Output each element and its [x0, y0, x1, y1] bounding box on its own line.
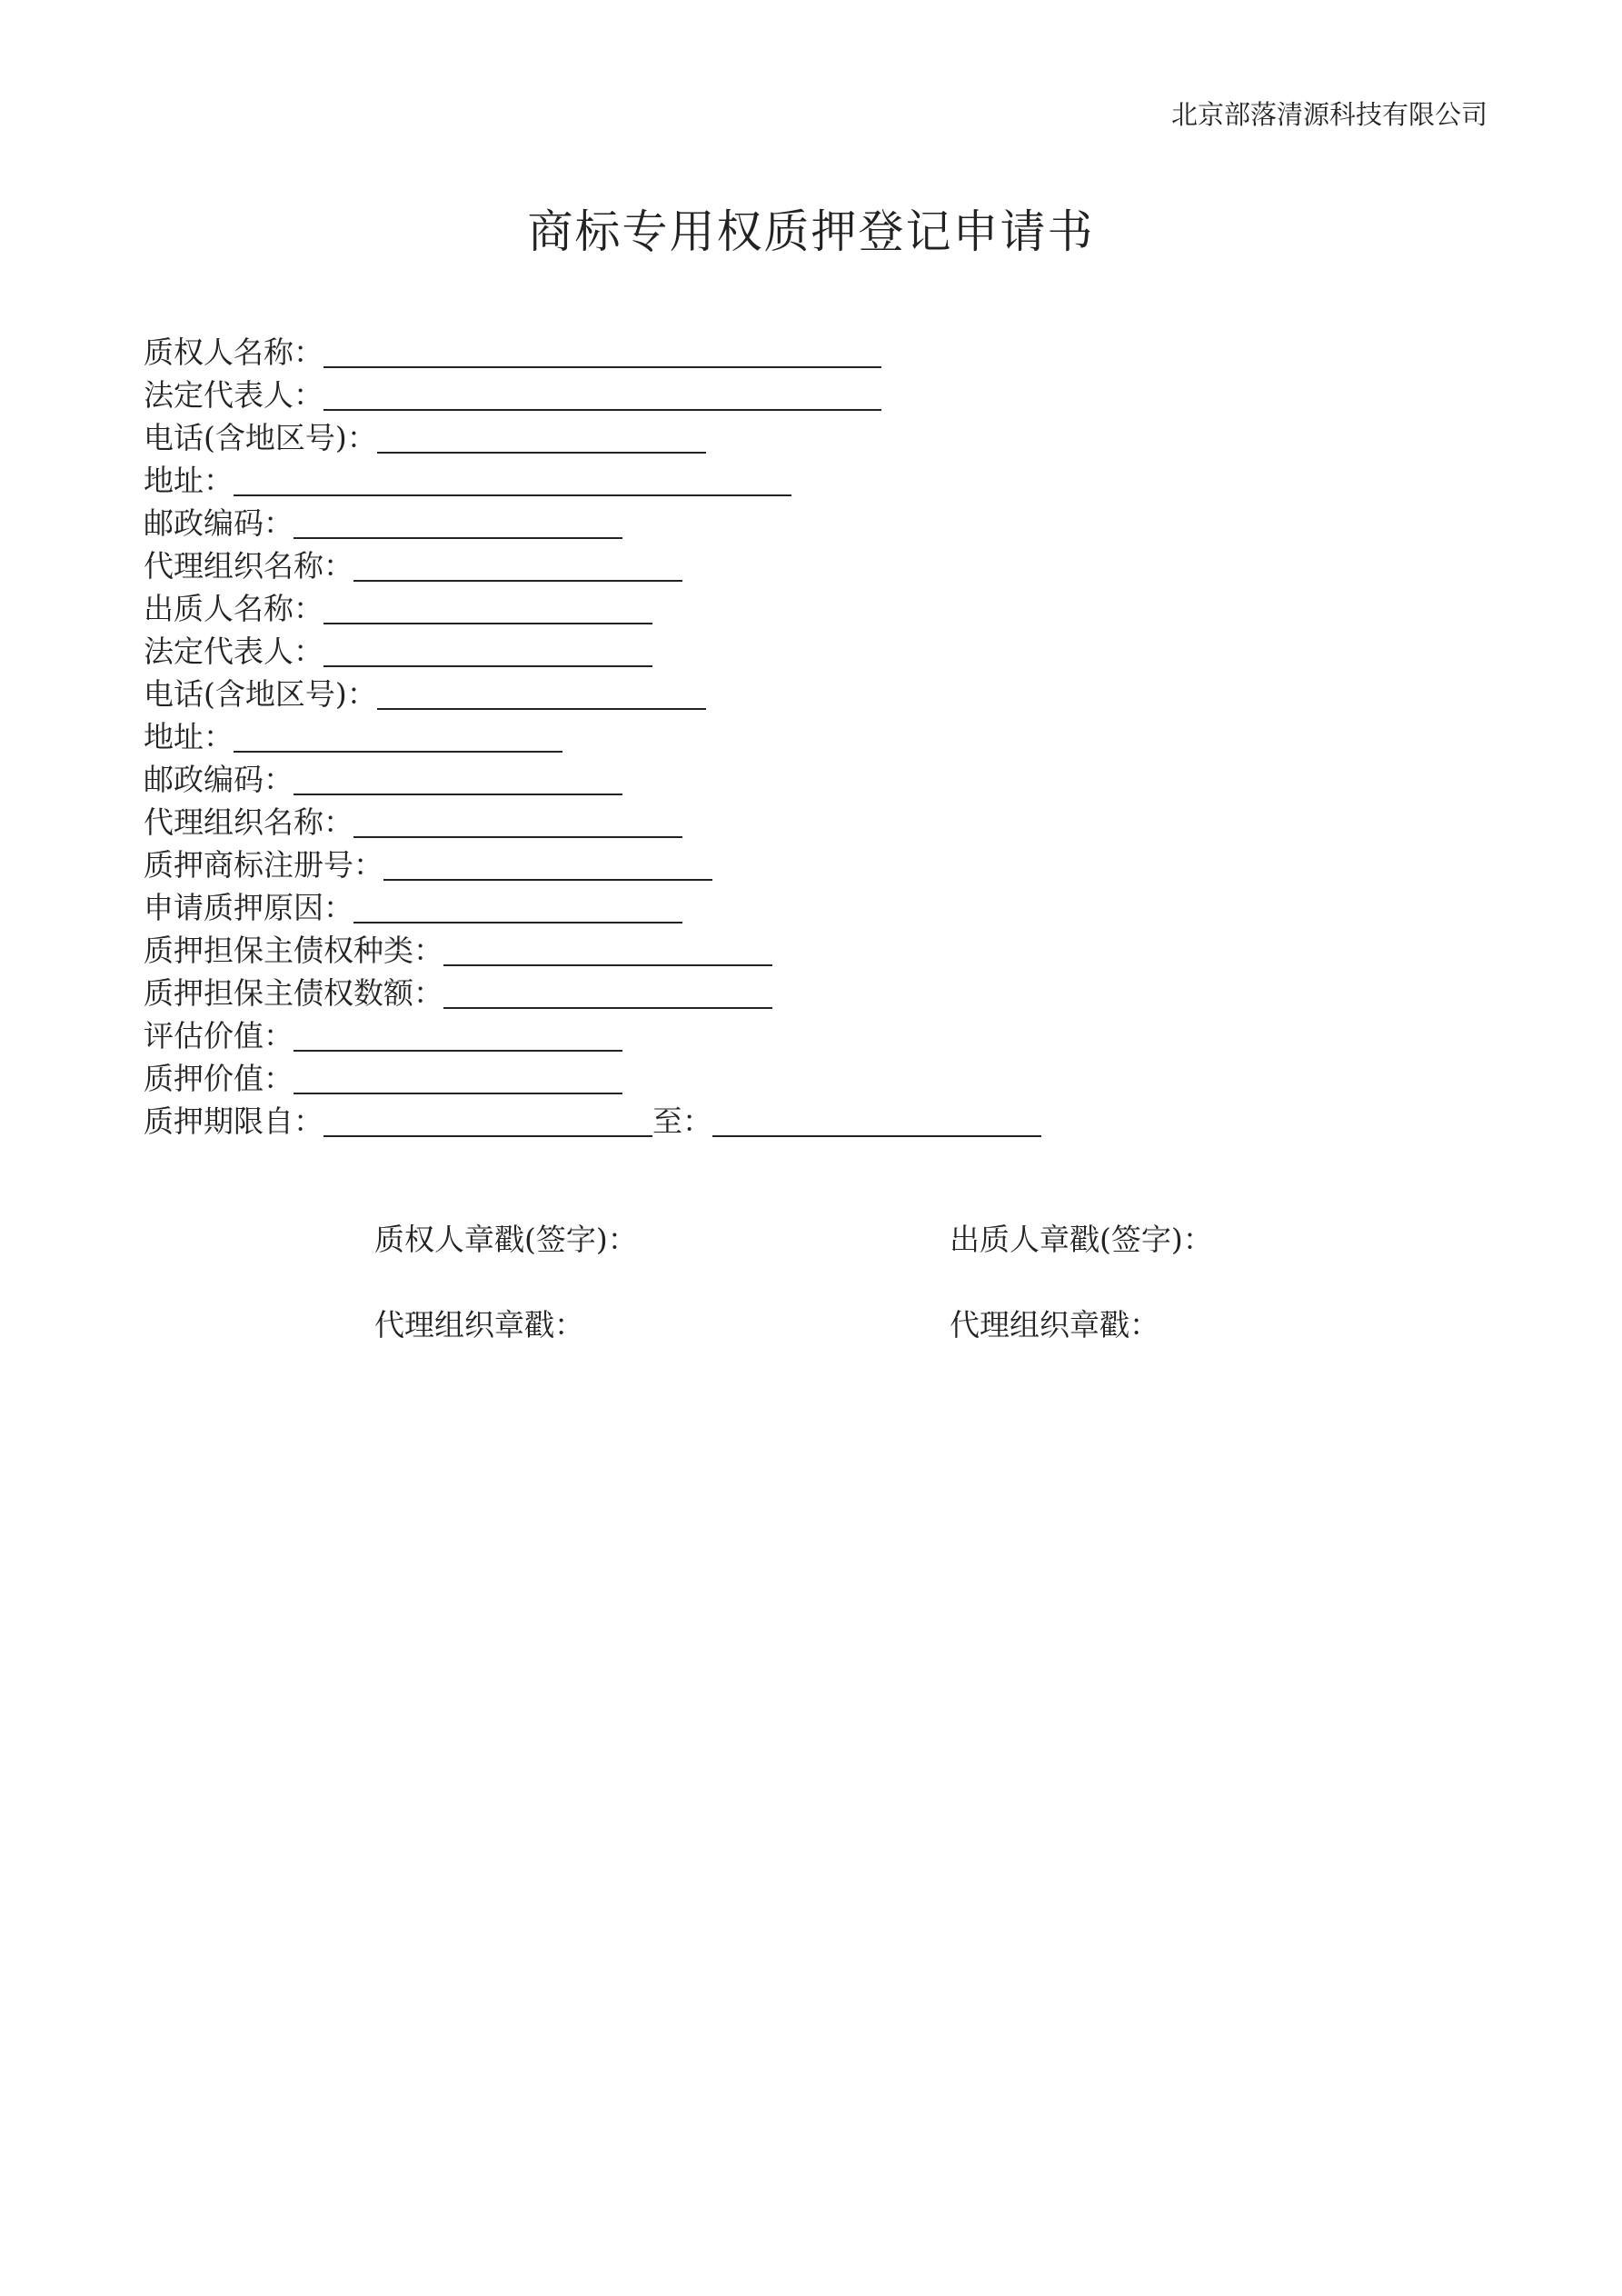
field-pledgee-phone [144, 414, 1041, 457]
claim-amount-blank[interactable] [443, 978, 772, 1009]
field-trademark-reg-no [144, 842, 1041, 884]
pledgor-agent-seal-label: 代理组织章戳： [950, 1307, 1159, 1343]
field-label: 代理组织名称： [144, 804, 353, 840]
field-pledgor-phone [144, 671, 1041, 714]
field-label: 地址： [144, 719, 234, 754]
pledgor-postcode-blank[interactable] [294, 764, 622, 795]
field-label: 质押商标注册号： [144, 847, 383, 883]
signature-section [374, 1221, 1283, 1392]
pledge-period-end-blank[interactable] [712, 1106, 1041, 1137]
claim-type-blank[interactable] [443, 935, 772, 966]
field-pledgee-agent [144, 543, 1041, 585]
field-assessed-value [144, 1013, 1041, 1055]
field-label: 邮政编码： [144, 762, 294, 797]
field-label: 质押价值： [144, 1061, 294, 1096]
field-pledge-value [144, 1055, 1041, 1098]
field-label: 邮政编码： [144, 505, 294, 541]
pledgee-phone-blank[interactable] [377, 423, 706, 454]
assessed-value-blank[interactable] [294, 1021, 622, 1052]
application-fields [144, 329, 1041, 1141]
field-label-to: 至： [652, 1103, 712, 1139]
field-claim-type [144, 927, 1041, 970]
field-label: 法定代表人： [144, 634, 323, 669]
pledgor-agent-blank[interactable] [353, 807, 682, 838]
pledgee-agent-blank[interactable] [353, 551, 682, 582]
pledgee-legal-rep-blank[interactable] [323, 380, 881, 411]
field-label: 法定代表人： [144, 377, 323, 413]
company-name: 北京部落清源科技有限公司 [1170, 99, 1488, 130]
field-label: 电话(含地区号)： [144, 676, 377, 712]
field-pledgor-agent [144, 799, 1041, 842]
pledgee-name-blank[interactable] [323, 337, 881, 368]
pledgor-legal-rep-blank[interactable] [323, 636, 652, 667]
field-pledge-reason [144, 884, 1041, 927]
pledge-reason-blank[interactable] [353, 893, 682, 923]
field-label: 电话(含地区号)： [144, 420, 377, 455]
pledge-period-start-blank[interactable] [323, 1106, 652, 1137]
field-label: 质押担保主债权数额： [144, 975, 443, 1011]
pledgee-address-blank[interactable] [234, 465, 791, 496]
pledgor-phone-blank[interactable] [377, 679, 706, 710]
field-label: 质押期限自： [144, 1103, 323, 1139]
pledgee-postcode-blank[interactable] [294, 508, 622, 539]
trademark-reg-no-blank[interactable] [383, 850, 712, 881]
field-pledge-period [144, 1098, 1041, 1141]
pledge-value-blank[interactable] [294, 1063, 622, 1094]
pledgor-address-blank[interactable] [234, 722, 562, 753]
field-label: 评估价值： [144, 1018, 294, 1053]
pledgee-agent-seal-label: 代理组织章戳： [374, 1307, 584, 1343]
signature-row-agents [374, 1306, 1283, 1392]
field-label: 出质人名称： [144, 591, 323, 626]
field-pledgee-address [144, 457, 1041, 500]
field-pledgee-name [144, 329, 1041, 372]
field-pledgor-postcode [144, 756, 1041, 799]
field-pledgee-legal-rep [144, 372, 1041, 414]
field-label: 申请质押原因： [144, 890, 353, 925]
field-label: 代理组织名称： [144, 548, 353, 584]
field-label: 质权人名称： [144, 334, 323, 370]
field-pledgee-postcode [144, 500, 1041, 543]
pledgor-seal-label: 出质人章戳(签字)： [950, 1222, 1213, 1257]
field-pledgor-name [144, 585, 1041, 628]
pledgee-seal-label: 质权人章戳(签字)： [374, 1222, 638, 1257]
document-title: 商标专用权质押登记申请书 [527, 205, 1095, 258]
field-label: 质押担保主债权种类： [144, 933, 443, 968]
field-label: 地址： [144, 463, 234, 498]
signature-row-parties [374, 1221, 1283, 1306]
field-claim-amount [144, 970, 1041, 1013]
field-pledgor-address [144, 714, 1041, 756]
pledgor-name-blank[interactable] [323, 594, 652, 624]
field-pledgor-legal-rep [144, 628, 1041, 671]
